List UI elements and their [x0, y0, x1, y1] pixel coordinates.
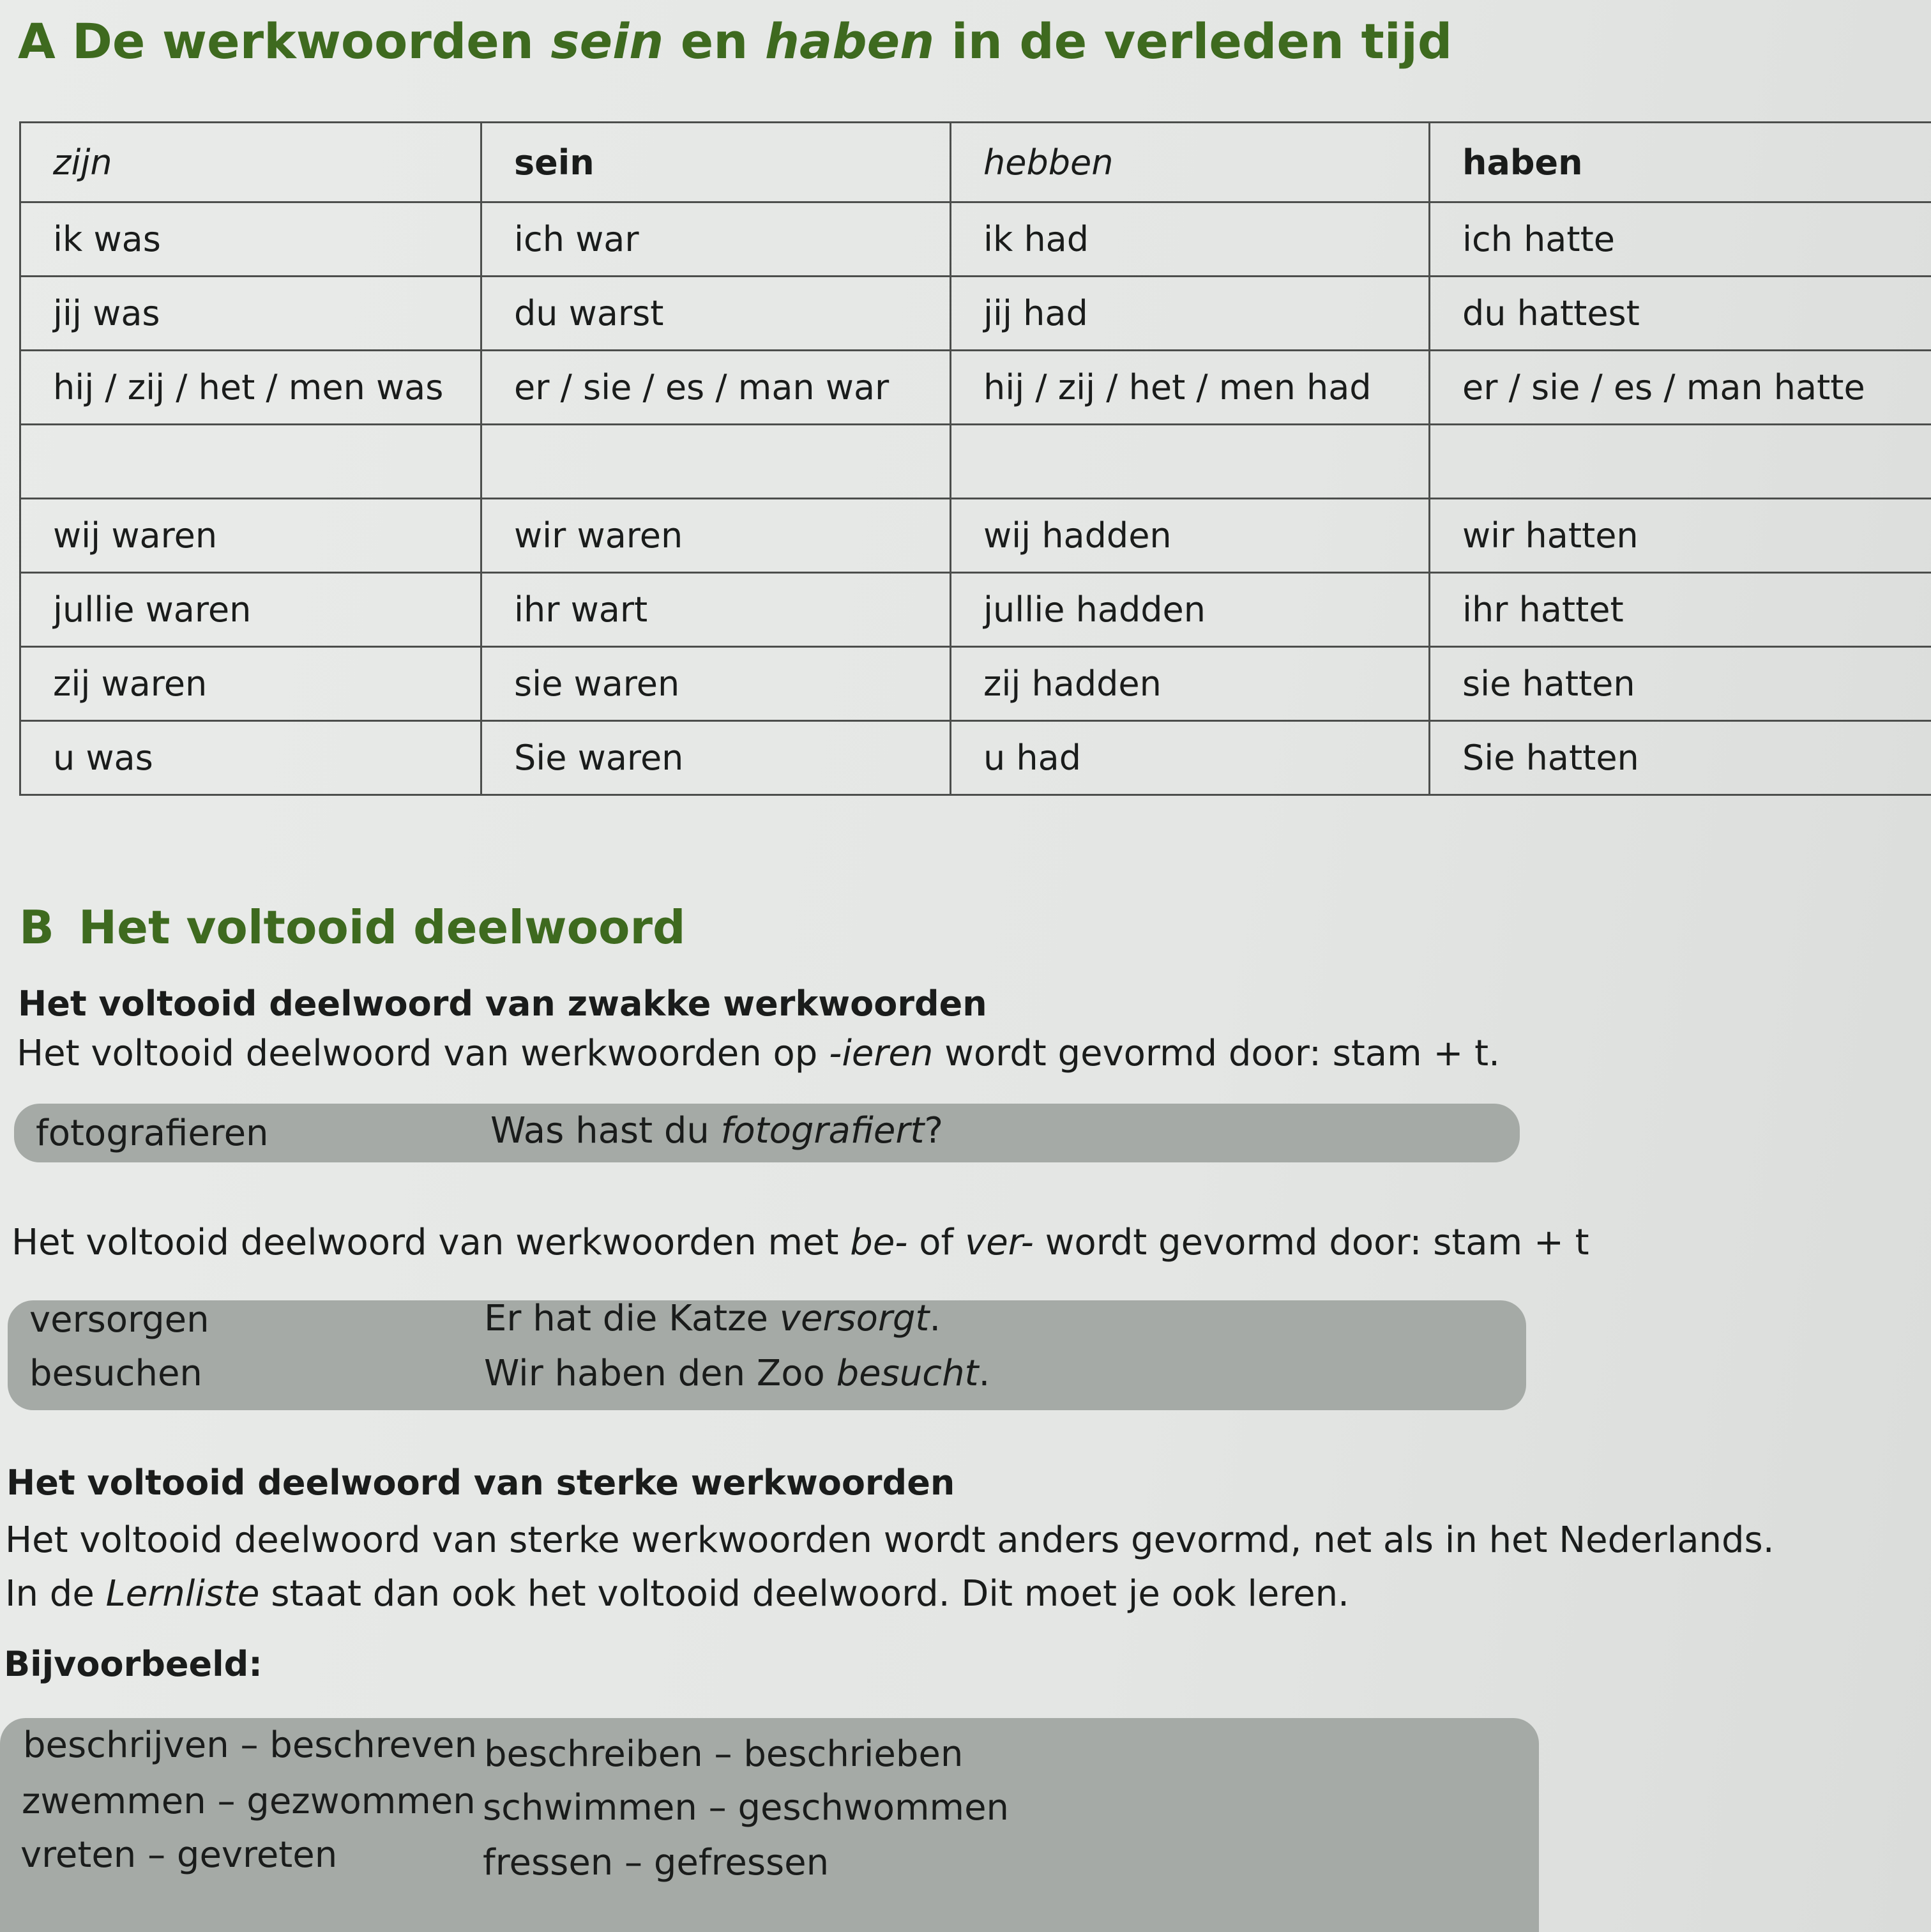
strong-verbs-subheading: Het voltooid deelwoord van sterke werkwoorden: [6, 1463, 955, 1503]
weak-verbs-subheading: Het voltooid deelwoord van zwakke werkwoorden: [18, 984, 987, 1024]
example-box-ieren: [14, 1104, 1520, 1162]
table-cell: [481, 425, 951, 499]
table-cell: sie waren: [481, 647, 951, 721]
table-cell: jij was: [20, 277, 481, 351]
example-dutch: vreten – gevreten: [20, 1834, 338, 1876]
weak-rule-be-ver: [11, 1217, 1589, 1268]
table-header-row: [20, 123, 1931, 202]
rule-prefix: be-: [850, 1222, 908, 1263]
sentence-text: Was hast du: [490, 1110, 721, 1152]
example-dutch: zwemmen – gezwommen: [22, 1781, 476, 1822]
rule-text: wordt gevormd door: stam + t.: [933, 1033, 1500, 1074]
rule-text: Het voltooid deelwoord van werkwoorden op: [17, 1033, 829, 1074]
sentence-participle: besucht: [836, 1353, 979, 1394]
table-row: [20, 573, 1931, 647]
sentence-text: .: [929, 1298, 941, 1339]
table-cell: wir hatten: [1430, 499, 1931, 573]
table-cell: u was: [20, 721, 481, 795]
rule-text: staat dan ook het voltooid deelwoord. Dit moet je ook leren.: [259, 1573, 1349, 1615]
table-cell: du warst: [481, 277, 951, 351]
table-row-empty: [20, 425, 1931, 499]
header-haben: haben: [1430, 123, 1931, 202]
rule-text: Het voltooid deelwoord van werkwoorden met: [11, 1222, 851, 1263]
weak-rule-ieren: [17, 1028, 1500, 1079]
rule-text: In de: [5, 1573, 106, 1615]
example-verb: fotografieren: [36, 1113, 269, 1154]
table-cell: [1430, 425, 1931, 499]
table-cell: u had: [951, 721, 1430, 795]
table-row: [20, 351, 1931, 425]
rule-suffix: -ieren: [829, 1033, 934, 1074]
sentence-text: Er hat die Katze: [484, 1298, 780, 1339]
table-cell: sie hatten: [1430, 647, 1931, 721]
sentence-text: ?: [924, 1110, 944, 1152]
section-a-letter: A: [18, 13, 56, 70]
example-label: Bijvoorbeeld:: [4, 1644, 262, 1684]
section-a-heading: [18, 13, 1452, 70]
table-cell: wir waren: [481, 499, 951, 573]
sentence-text: Wir haben den Zoo: [484, 1353, 837, 1394]
table-cell: zij waren: [20, 647, 481, 721]
sentence-participle: versorgt: [779, 1298, 930, 1339]
table-cell: jij had: [951, 277, 1430, 351]
table-cell: er / sie / es / man hatte: [1430, 351, 1931, 425]
table-cell: zij hadden: [951, 647, 1430, 721]
example-verb: besuchen: [29, 1353, 202, 1394]
section-a-title-sein: sein: [550, 13, 664, 70]
strong-rule-line-1: Het voltooid deelwoord van sterke werkwoorden wordt anders gevormd, net als in het Nederlands.: [5, 1519, 1775, 1561]
rule-prefix: ver-: [965, 1222, 1034, 1263]
conjugation-table: [19, 121, 1931, 796]
example-german: beschreiben – beschrieben: [484, 1733, 964, 1775]
table-cell: wij waren: [20, 499, 481, 573]
section-b-heading: [19, 901, 686, 954]
example-box-strong: [0, 1718, 1539, 1932]
table-cell: [951, 425, 1430, 499]
header-sein: sein: [481, 123, 951, 202]
example-german: schwimmen – geschwommen: [483, 1787, 1010, 1829]
table-cell: Sie waren: [481, 721, 951, 795]
rule-text: of: [907, 1222, 966, 1263]
table-row: [20, 277, 1931, 351]
table-cell: ik was: [20, 202, 481, 277]
table-cell: ik had: [951, 202, 1430, 277]
table-cell: jullie hadden: [951, 573, 1430, 647]
header-hebben: hebben: [951, 123, 1430, 202]
strong-rule-line-2: [5, 1569, 1349, 1620]
example-box-be-ver: [8, 1300, 1526, 1410]
table-cell: Sie hatten: [1430, 721, 1931, 795]
example-sentence: [484, 1353, 990, 1394]
example-sentence: [490, 1110, 943, 1152]
table-cell: ich hatte: [1430, 202, 1931, 277]
section-a-title-part: en: [663, 13, 765, 70]
table-cell: jullie waren: [20, 573, 481, 647]
example-german: fressen – gefressen: [483, 1842, 829, 1883]
lernliste-term: Lernliste: [105, 1573, 260, 1615]
sentence-text: .: [978, 1353, 990, 1394]
section-a-title-part: De werkwoorden: [72, 13, 551, 70]
section-b-letter: B: [19, 901, 54, 954]
header-zijn: zijn: [20, 123, 481, 202]
table-row: [20, 202, 1931, 277]
table-row: [20, 721, 1931, 795]
section-b-title: Het voltooid deelwoord: [78, 901, 686, 954]
table-cell: ihr wart: [481, 573, 951, 647]
section-a-title-part: in de verleden tijd: [934, 13, 1453, 70]
example-sentence: [484, 1298, 941, 1339]
table-cell: ihr hattet: [1430, 573, 1931, 647]
table-cell: ich war: [481, 202, 951, 277]
example-dutch: beschrijven – beschreven: [23, 1724, 478, 1766]
table-row: [20, 647, 1931, 721]
table-cell: hij / zij / het / men was: [20, 351, 481, 425]
table-cell: du hattest: [1430, 277, 1931, 351]
table-cell: hij / zij / het / men had: [951, 351, 1430, 425]
table-cell: wij hadden: [951, 499, 1430, 573]
table-cell: er / sie / es / man war: [481, 351, 951, 425]
table-cell: [20, 425, 481, 499]
sentence-participle: fotografiert: [720, 1110, 925, 1152]
table-row: [20, 499, 1931, 573]
example-verb: versorgen: [29, 1299, 209, 1341]
rule-text: wordt gevormd door: stam + t: [1033, 1222, 1589, 1263]
section-a-title-haben: haben: [764, 13, 935, 70]
